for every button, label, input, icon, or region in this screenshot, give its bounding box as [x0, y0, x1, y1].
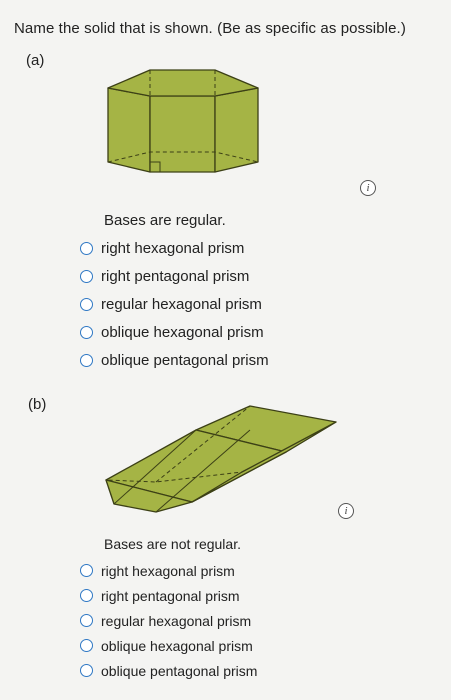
option-right-pentagonal-prism[interactable]	[80, 583, 257, 608]
oblique-prism-figure	[100, 400, 340, 518]
radio-button[interactable]	[80, 564, 93, 577]
radio-button[interactable]	[80, 354, 93, 367]
option-oblique-pentagonal-prism[interactable]	[80, 346, 269, 374]
option-label: regular hexagonal prism	[101, 612, 252, 629]
option-label: right hexagonal prism	[101, 239, 245, 257]
option-regular-hexagonal-prism[interactable]	[80, 290, 269, 318]
option-label: oblique pentagonal prism	[101, 351, 269, 369]
option-right-pentagonal-prism[interactable]	[80, 262, 269, 290]
radio-button[interactable]	[80, 614, 93, 627]
prism-left-face	[108, 88, 150, 172]
option-label: right hexagonal prism	[101, 562, 235, 579]
radio-button[interactable]	[80, 298, 93, 311]
option-right-hexagonal-prism[interactable]	[80, 234, 269, 262]
info-icon[interactable]: i	[360, 180, 376, 196]
option-regular-hexagonal-prism[interactable]	[80, 608, 257, 633]
prism-right-face	[215, 88, 258, 172]
option-label: oblique hexagonal prism	[101, 323, 264, 341]
option-label: oblique hexagonal prism	[101, 637, 253, 654]
option-oblique-pentagonal-prism[interactable]	[80, 658, 257, 683]
part-b-label: (b)	[28, 396, 47, 413]
radio-button[interactable]	[80, 242, 93, 255]
option-oblique-hexagonal-prism[interactable]	[80, 633, 257, 658]
option-oblique-hexagonal-prism[interactable]	[80, 318, 269, 346]
option-label: regular hexagonal prism	[101, 295, 262, 313]
right-hexagonal-prism-figure	[100, 62, 270, 192]
part-a-hint: Bases are regular.	[104, 212, 226, 229]
part-b-hint: Bases are not regular.	[104, 536, 241, 552]
prism-top-face	[108, 70, 258, 96]
part-a-options	[80, 234, 269, 374]
option-right-hexagonal-prism[interactable]	[80, 558, 257, 583]
option-label: right pentagonal prism	[101, 267, 250, 285]
question-text: Name the solid that is shown. (Be as specific as possible.)	[14, 20, 406, 37]
radio-button[interactable]	[80, 639, 93, 652]
part-b-options	[80, 558, 257, 683]
radio-button[interactable]	[80, 589, 93, 602]
option-label: oblique pentagonal prism	[101, 662, 258, 679]
radio-button[interactable]	[80, 326, 93, 339]
radio-button[interactable]	[80, 270, 93, 283]
option-label: right pentagonal prism	[101, 587, 240, 604]
info-icon[interactable]: i	[338, 503, 354, 519]
radio-button[interactable]	[80, 664, 93, 677]
prism-front-face	[150, 96, 215, 172]
part-a-label: (a)	[26, 52, 45, 69]
